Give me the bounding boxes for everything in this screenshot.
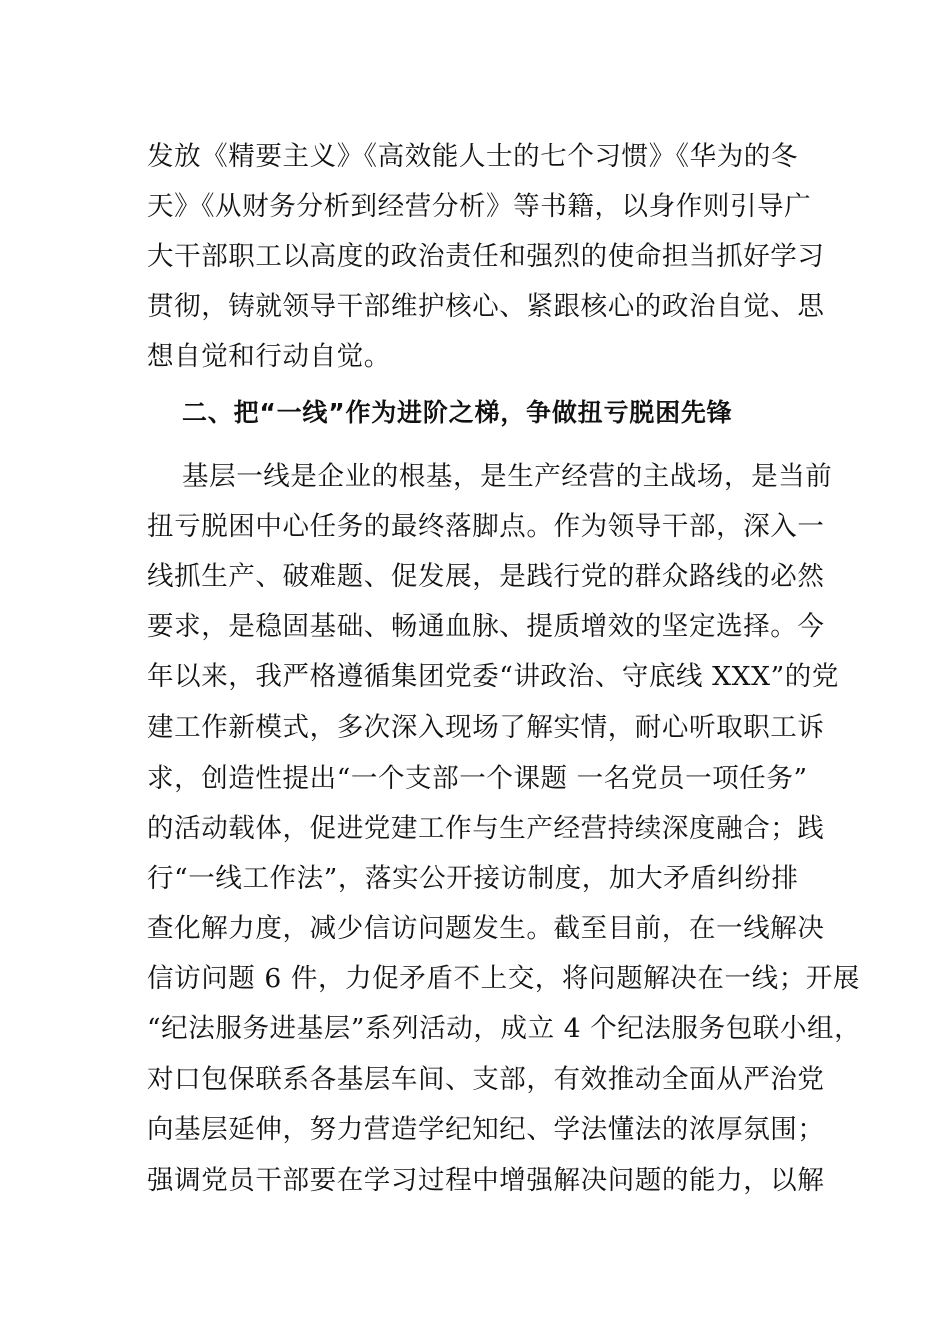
paragraph-line: 行“一线工作法”，落实公开接访制度，加大矛盾纠纷排 bbox=[147, 863, 799, 894]
paragraph-line: 基层一线是企业的根基，是生产经营的主战场，是当前 bbox=[182, 461, 833, 492]
paragraph-line: 线抓生产、破难题、促发展，是践行党的群众路线的必然 bbox=[147, 561, 825, 592]
body-text-line: 发放《精要主义》《高效能人士的七个习惯》《华为的冬 bbox=[147, 141, 798, 172]
paragraph-line: 建工作新模式，多次深入现场了解实情，耐心听取职工诉 bbox=[147, 712, 825, 743]
paragraph-line: 查化解力度，减少信访问题发生。截至目前，在一线解决 bbox=[147, 913, 825, 944]
paragraph-line: 扭亏脱困中心任务的最终落脚点。作为领导干部，深入一 bbox=[147, 511, 825, 542]
paragraph-line: 年以来，我严格遵循集团党委“讲政治、守底线 XXX”的党 bbox=[147, 661, 839, 692]
paragraph-line: 求，创造性提出“一个支部一个课题 一名党员一项任务” bbox=[147, 763, 808, 794]
body-text-line: 大干部职工以高度的政治责任和强烈的使命担当抓好学习 bbox=[147, 241, 825, 272]
paragraph-line: 强调党员干部要在学习过程中增强解决问题的能力，以解 bbox=[147, 1165, 825, 1196]
paragraph-line: 信访问题 6 件，力促矛盾不上交，将问题解决在一线；开展 bbox=[147, 963, 861, 994]
paragraph-line: 要求，是稳固基础、畅通血脉、提质增效的坚定选择。今 bbox=[147, 611, 825, 642]
paragraph-line: 对口包保联系各基层车间、支部，有效推动全面从严治党 bbox=[147, 1064, 825, 1095]
body-text-line: 天》《从财务分析到经营分析》等书籍，以身作则引导广 bbox=[147, 191, 812, 222]
paragraph-line: 的活动载体，促进党建工作与生产经营持续深度融合；践 bbox=[147, 813, 825, 844]
body-text-line: 想自觉和行动自觉。 bbox=[147, 341, 391, 372]
paragraph-line: 向基层延伸，努力营造学纪知纪、学法懂法的浓厚氛围； bbox=[147, 1114, 825, 1145]
paragraph-line: “纪法服务进基层”系列活动，成立 4 个纪法服务包联小组， bbox=[147, 1013, 862, 1044]
section-heading: 二、把“一线”作为进阶之梯，争做扭亏脱困先锋 bbox=[182, 398, 733, 427]
body-text-line: 贯彻，铸就领导干部维护核心、紧跟核心的政治自觉、思 bbox=[147, 291, 825, 322]
